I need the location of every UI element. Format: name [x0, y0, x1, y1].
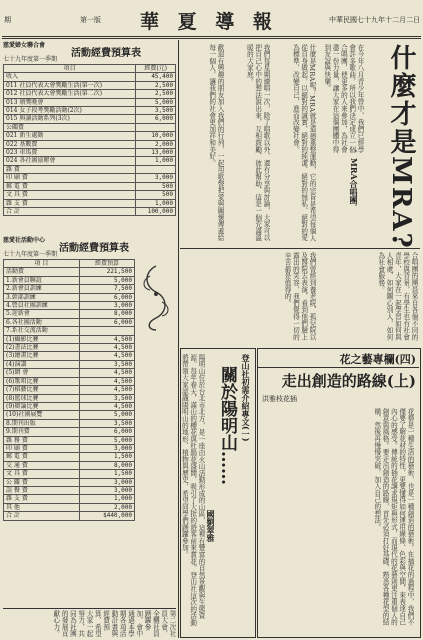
row-amount: 2,000 [136, 140, 176, 148]
row-amount: 3,500 [136, 107, 176, 115]
table-row [4, 199, 176, 207]
masthead: 華 夏 導 報 [140, 11, 278, 33]
table-row [4, 512, 135, 520]
mra-col-3: 我們每星期練唱一次，除了唱歌以外，還有分享與討論，大家可以把自己心中的想法說出來，互相鼓勵，彼此幫助，這是一個充滿溫暖的大家庭。 [245, 44, 270, 242]
row-amount: 100,000 [136, 207, 176, 215]
flower-title: 走出創造的路線(上) [281, 372, 416, 390]
row-amount: 10,000 [136, 132, 176, 140]
row-amount: 6,000 [136, 115, 176, 123]
row-item-label: 誤 餐 費 [4, 486, 80, 494]
table-row [4, 115, 176, 123]
row-amount: 4,500 [79, 335, 134, 343]
table-row [4, 344, 135, 352]
budget-table-1 [3, 43, 176, 216]
table-row [4, 285, 135, 293]
row-item-label: 4.營員社團訓練 [4, 302, 80, 310]
mra-rule [180, 248, 420, 249]
row-item-label: (8)籃球比賽 [4, 394, 80, 402]
table-row [4, 207, 176, 215]
row-item-label: 印 刷 費 [4, 174, 136, 182]
bottom-left-text: 第二次社員大會，全體社員踴躍參加，會中通過本學期各項活動計畫與經費預算，希望大家一起努力，共同為社團的發展貢獻心力。 [51, 610, 176, 638]
yangming-kicker: 登山社初需介紹專文(一) [241, 354, 251, 442]
row-item-label: 雜 務 費 [4, 436, 80, 444]
table-row [4, 174, 176, 182]
row-amount: 13,000 [136, 149, 176, 157]
table-row [4, 310, 135, 318]
table-row [4, 191, 176, 199]
row-item-label: 公 關 費 [4, 478, 80, 486]
row-amount: 4,500 [79, 344, 134, 352]
table-row [4, 293, 135, 301]
row-item-label: (3)繪畫比賽 [4, 352, 80, 360]
table-row [4, 444, 135, 452]
row-item-label: (1)攝影比賽 [4, 335, 80, 343]
table-row [4, 140, 176, 148]
row-amount: 2,500 [136, 90, 176, 98]
row-amount: 8,000 [79, 310, 134, 318]
row-amount: 7,500 [79, 285, 134, 293]
row-amount: 8,000 [79, 461, 134, 469]
row-amount: 4,500 [79, 369, 134, 377]
budget1-title-row [3, 42, 176, 59]
row-item-label: 合 計 [4, 512, 80, 520]
page-header [0, 5, 423, 33]
row-amount: 3,000 [79, 478, 134, 486]
budget2-year: 七十九年度第一季期 [3, 251, 58, 258]
row-item-label: (6)歌唱比賽 [4, 377, 80, 385]
header-rule-thin [2, 38, 421, 39]
budget1-org: 慈愛婦女聯合會 [3, 42, 46, 49]
row-item-label: 021 新生處動 [4, 132, 136, 140]
row-item-label: 2.新會員訓練 [4, 285, 80, 293]
row-item-label: 022 基數費 [4, 140, 136, 148]
row-item-label: 雜 支 費 [4, 199, 136, 207]
row-item-label: 公關費 [4, 123, 136, 131]
row-item-label: (2)書法比賽 [4, 344, 80, 352]
row-item-label: 其 他 [4, 503, 80, 511]
table-row [4, 428, 135, 436]
table-row [4, 386, 135, 394]
row-item-label: 郵 電 費 [4, 453, 80, 461]
table-row [4, 98, 176, 106]
row-item-label: 文 具 費 [4, 470, 80, 478]
table-row [4, 302, 135, 310]
table-row [4, 352, 135, 360]
row-item-label: 014 女子段考獎勵活動(2次) [4, 107, 136, 115]
table-row [4, 268, 135, 276]
row-item-label: 023 車馬費 [4, 149, 136, 157]
table-row [4, 461, 135, 469]
row-amount: 1,500 [79, 470, 134, 478]
row-amount: 5,000 [136, 98, 176, 106]
row-amount: 6,000 [79, 428, 134, 436]
row-amount: 1,000 [136, 157, 176, 165]
row-item-label: (10)社團展覽 [4, 411, 80, 419]
decorative-flourish-icon [136, 262, 176, 334]
table-row [4, 369, 135, 377]
row-amount: 45,400 [136, 73, 176, 81]
row-amount: 500 [136, 182, 176, 190]
column-divider [178, 40, 179, 638]
budget-table-2 [3, 238, 135, 521]
row-amount: 5,000 [79, 411, 134, 419]
row-item-label: 5.迎新會 [4, 310, 80, 318]
mra-col-1: 在今年八月青少年營中，我們已經學會許多歌曲，所以我們決定成立一個合唱團，使更多的人來參加，為社會盡一份力量，讓大家在這個團體中得到友誼與快樂。 [322, 44, 364, 153]
row-item-label: 013 頒獎晚會 [4, 98, 136, 106]
budget1-table [3, 64, 176, 216]
row-item-label: (9)辯論比賽 [4, 402, 80, 410]
header-rule [2, 36, 421, 37]
row-item-label: 郵 電 費 [4, 182, 136, 190]
row-item-label: 024 各社團協辦會 [4, 157, 136, 165]
column-header-amount: 經費預算 [79, 260, 134, 268]
table-row [4, 486, 135, 494]
table-row [4, 411, 135, 419]
table-row [4, 503, 135, 511]
yangming-body: 陽明山位於台北市北方，是一座由火山活動形成的山區，這裡有豐富的自然景觀與生態資源。每年春天，滿山的櫻花與杜鵑花盛開，吸引了大批的遊客前來賞花。登山社這次的活動將帶領大家認識陽明山的地形、植物與歷史，希望同學們踴躍參加。 [180, 354, 205, 626]
row-amount: 1,500 [79, 453, 134, 461]
table-row [4, 165, 176, 173]
table-row [4, 478, 135, 486]
row-item-label: 合 計 [4, 207, 136, 215]
budget2-title: 活動經費預算表 [59, 243, 129, 254]
row-item-label: (4)演講 [4, 360, 80, 368]
row-item-label: 文 具 費 [4, 191, 136, 199]
mra-title: 什麼才是MRA? [386, 44, 416, 250]
row-amount: 4,500 [79, 386, 134, 394]
table-row [4, 394, 135, 402]
mra-col-6: 我們曾經到養老院、孤兒院以及醫院去表演，看到他們臉上露出的笑容，我們覺得一切的辛苦都是值得的。 [283, 252, 316, 341]
row-amount: 5,000 [79, 276, 134, 284]
row-amount: 3,500 [79, 419, 134, 427]
table-row [4, 123, 176, 131]
bottom-left-rule [3, 608, 176, 609]
table-row [4, 132, 176, 140]
row-amount: 3,000 [136, 174, 176, 182]
page-number: 第一版 [80, 16, 101, 24]
table-row [4, 157, 176, 165]
row-amount: 4,500 [79, 402, 134, 410]
yangming-title: 關於陽明山…… [217, 366, 237, 485]
row-item-label: 雜 支 費 [4, 495, 80, 503]
row-amount: 2,500 [136, 81, 176, 89]
mra-col-2: 什麼是MRA呢？MRA就是道德重整運動，它的宗旨是希望每個人從自身做起，以絕對的誠實、絕對的純潔、絕對的無私、絕對的愛為標準，改變自己，進而改變社會。 [291, 44, 316, 242]
row-amount [136, 165, 176, 173]
column-header-item: 項目 [4, 65, 136, 73]
column-header-amount: 經費(元) [136, 65, 176, 73]
table-row [4, 377, 135, 385]
row-amount: 500 [136, 191, 176, 199]
row-item-label: 012 社員代表大會獎勵生活(第二次) [4, 90, 136, 98]
row-amount: 3,000 [79, 486, 134, 494]
row-item-label: 交 通 費 [4, 461, 80, 469]
table-row [4, 182, 176, 190]
mra-byline: ．MRA合唱團． [349, 150, 359, 212]
row-item-label: 1.新會員聯誼 [4, 276, 80, 284]
table-row [4, 81, 176, 89]
table-row [4, 335, 135, 343]
row-item-label: 3.幹部訓練 [4, 293, 80, 301]
row-item-label: 收入 [4, 73, 136, 81]
table-row [4, 107, 176, 115]
table-row [4, 453, 135, 461]
table-row [4, 149, 176, 157]
row-item-label: 011 社員代表大會獎勵生活(第一次) [4, 81, 136, 89]
row-item-label: 015 與讀活動系列(3次) [4, 115, 136, 123]
flower-byline: 洪雅枝花插 [262, 395, 297, 403]
table-row [4, 470, 135, 478]
column-header-item: 項 目 [4, 260, 80, 268]
row-amount: $440,000 [79, 512, 134, 520]
budget1-year: 七十九年度第一季期 [3, 56, 58, 63]
budget2-table [3, 259, 135, 521]
row-item-label: 6.各社團活動 [4, 318, 80, 326]
row-amount: 4,500 [79, 352, 134, 360]
row-amount: 6,000 [79, 293, 134, 301]
row-item-label: 7.系社交流活動 [4, 327, 80, 335]
row-amount: 1,000 [136, 199, 176, 207]
row-amount: 3,500 [79, 360, 134, 368]
row-amount [136, 123, 176, 131]
flower-series: 花之藝專欄(四) [339, 353, 416, 366]
budget1-title: 活動經費預算表 [71, 48, 141, 59]
mra-col-5: 合唱團的團員來自各個不同的學校與背景，有學生也有社會青年，大家在一起學習如何與人相處，如何關心別人，如何為社會服務。 [376, 252, 418, 341]
row-item-label: (7)棋藝比賽 [4, 386, 80, 394]
budget2-title-row [3, 237, 135, 254]
row-item-label: 印 刷 費 [4, 444, 80, 452]
row-amount: 1,000 [79, 495, 134, 503]
table-row [4, 73, 176, 81]
table-row [4, 327, 135, 335]
row-amount: 2,000 [79, 503, 134, 511]
row-amount: 5,000 [79, 436, 134, 444]
table-row [4, 402, 135, 410]
row-amount [79, 327, 134, 335]
table-row [4, 276, 135, 284]
row-amount: 4,500 [79, 377, 134, 385]
row-item-label: (5)網 會 [4, 369, 80, 377]
row-amount: 221,500 [79, 268, 134, 276]
table-header-row [4, 260, 135, 268]
row-item-label: 8.期刊出版 [4, 419, 80, 427]
issue-date: 中華民國七十九年十二月二日 [329, 16, 420, 24]
yangming-byline: 國劉翠雅 [206, 510, 216, 542]
table-row [4, 318, 135, 326]
header-left-label: 期 [4, 16, 11, 24]
row-amount: 3,000 [79, 444, 134, 452]
table-row [4, 436, 135, 444]
budget2-org: 慈愛社活動中心 [3, 237, 46, 244]
flower-body: 花藝是一種生活的藝術，也是一種創造的藝術。在插花的過程中，我們不僅要了解花材的特性，更要懂得如何運用線條、色彩與空間，來表達自己內心的感受。傳統的插花講求規矩與形式，而現代的花藝則更注重個人的創意與風格。要走出創造的路線，首先必須打好基礎，熟悉各種花型的結構，然後再慢慢突破，加入自己的想法。 [372, 408, 414, 626]
row-amount: 3,000 [79, 302, 134, 310]
table-header-row [4, 65, 176, 73]
table-row [4, 419, 135, 427]
flower-title-rule [258, 367, 419, 368]
table-row [4, 90, 176, 98]
row-item-label: 活動費 [4, 268, 80, 276]
table-row [4, 495, 135, 503]
mra-col-4: 歡迎有興趣的朋友加入我們的行列，一起用歌聲把愛與關懷傳遞給每一個人，讓我們的社會更加祥和美好。 [207, 44, 224, 242]
row-amount: 6,000 [79, 318, 134, 326]
table-row [4, 360, 135, 368]
row-item-label: 9.期刊費 [4, 428, 80, 436]
row-item-label: 雜 費 [4, 165, 136, 173]
row-amount: 3,500 [79, 394, 134, 402]
